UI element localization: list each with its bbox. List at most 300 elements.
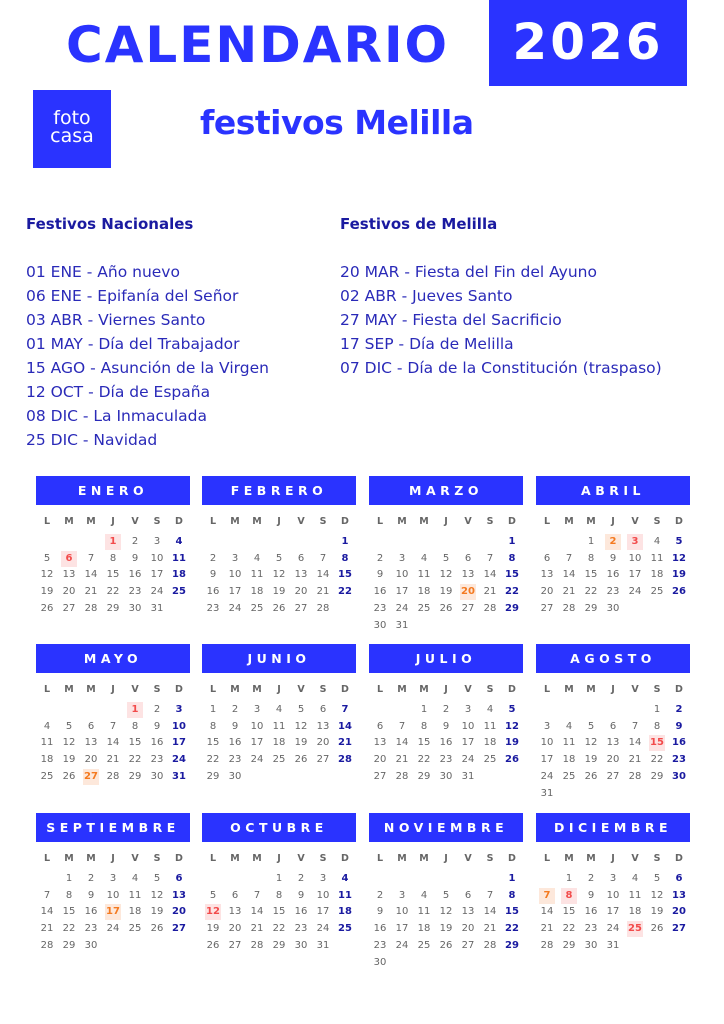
month-days-grid	[369, 682, 523, 786]
day-cell: 8	[420, 720, 428, 732]
day-cell: 29	[584, 602, 598, 614]
day-cell: 9	[209, 569, 217, 581]
holiday-item: 06 ENE - Epifanía del Señor	[26, 287, 239, 305]
empty-cell	[536, 702, 558, 719]
holiday-item: 15 AGO - Asunción de la Virgen	[26, 359, 269, 377]
month-days-grid	[536, 514, 690, 618]
day-cell: 11	[272, 720, 286, 732]
day-cell: 29	[106, 602, 120, 614]
day-cell: 3	[253, 703, 261, 715]
sunday-day: 28	[338, 754, 352, 766]
sunday-day: 15	[505, 906, 519, 918]
day-cell: 24	[461, 754, 475, 766]
local-holiday-day: 2	[602, 534, 624, 551]
day-cell: 9	[376, 569, 384, 581]
day-cell: 2	[587, 872, 595, 884]
day-cell: 26	[62, 770, 76, 782]
month-header: MAYO	[36, 644, 190, 673]
day-cell: 12	[150, 889, 164, 901]
day-cell: 13	[294, 569, 308, 581]
weekday-label: M	[564, 516, 574, 527]
day-cell: 25	[272, 754, 286, 766]
day-cell: 14	[628, 737, 642, 749]
day-cell: 14	[483, 569, 497, 581]
day-cell: 18	[417, 923, 431, 935]
empty-cell	[224, 871, 246, 888]
weekday-label: S	[153, 684, 161, 695]
weekday-label: J	[111, 684, 115, 695]
sunday-day: 22	[505, 586, 519, 598]
day-cell: 5	[653, 872, 661, 884]
day-cell: 1	[420, 703, 428, 715]
day-cell: 13	[606, 737, 620, 749]
day-cell: 9	[153, 720, 161, 732]
day-cell: 4	[653, 535, 661, 547]
month-agosto	[536, 644, 690, 803]
weekday-label: M	[64, 516, 74, 527]
sunday-day: 4	[175, 535, 183, 547]
sunday-day: 16	[672, 737, 686, 749]
weekday-label: D	[508, 853, 516, 864]
sunday-day: 10	[172, 720, 186, 732]
day-cell: 4	[420, 889, 428, 901]
empty-cell	[102, 702, 124, 719]
day-cell: 24	[316, 923, 330, 935]
day-cell: 7	[631, 720, 639, 732]
month-noviembre	[369, 813, 523, 972]
day-cell: 23	[228, 754, 242, 766]
day-cell: 5	[442, 552, 450, 564]
weekday-label: M	[397, 853, 407, 864]
day-cell: 25	[128, 923, 142, 935]
month-junio	[202, 644, 356, 786]
month-days-grid	[369, 514, 523, 635]
weekday-label: M	[586, 516, 596, 527]
day-cell: 30	[150, 770, 164, 782]
weekday-label: S	[319, 684, 327, 695]
day-cell: 13	[540, 569, 554, 581]
day-cell: 15	[62, 906, 76, 918]
day-cell: 20	[606, 754, 620, 766]
day-cell: 29	[128, 770, 142, 782]
empty-cell	[202, 871, 224, 888]
empty-cell	[624, 702, 646, 719]
day-cell: 11	[417, 569, 431, 581]
month-header: DICIEMBRE	[536, 813, 690, 842]
sunday-day: 26	[505, 754, 519, 766]
day-cell: 24	[628, 586, 642, 598]
weekday-label: M	[586, 853, 596, 864]
sunday-day: 29	[505, 602, 519, 614]
month-days-grid	[369, 851, 523, 972]
sunday-day: 19	[505, 737, 519, 749]
page-subtitle: festivos Melilla	[200, 103, 474, 142]
day-cell: 20	[461, 923, 475, 935]
day-cell: 26	[439, 939, 453, 951]
weekday-label: M	[230, 684, 240, 695]
day-cell: 14	[250, 906, 264, 918]
day-cell: 11	[483, 720, 497, 732]
day-cell: 30	[294, 939, 308, 951]
holiday-item: 03 ABR - Viernes Santo	[26, 311, 206, 329]
month-header: ABRIL	[536, 476, 690, 505]
day-cell: 3	[398, 552, 406, 564]
empty-cell	[36, 871, 58, 888]
year-label: 2026	[512, 13, 664, 71]
day-cell: 1	[275, 872, 283, 884]
day-cell: 4	[486, 703, 494, 715]
weekday-label: M	[419, 684, 429, 695]
holiday-item: 02 ABR - Jueves Santo	[340, 287, 513, 305]
day-cell: 9	[609, 552, 617, 564]
day-cell: 20	[540, 586, 554, 598]
holiday-item: 12 OCT - Día de España	[26, 383, 211, 401]
day-cell: 12	[62, 737, 76, 749]
local-holiday-day: 7	[536, 888, 558, 905]
day-cell: 6	[297, 552, 305, 564]
sunday-day: 22	[505, 923, 519, 935]
empty-cell	[457, 534, 479, 551]
day-cell: 15	[584, 569, 598, 581]
day-cell: 3	[153, 535, 161, 547]
day-cell: 10	[250, 720, 264, 732]
day-cell: 17	[250, 737, 264, 749]
day-cell: 17	[228, 586, 242, 598]
day-cell: 17	[461, 737, 475, 749]
weekday-label: M	[252, 853, 262, 864]
day-cell: 25	[483, 754, 497, 766]
sunday-day: 5	[675, 535, 683, 547]
day-cell: 9	[587, 889, 595, 901]
day-cell: 17	[395, 586, 409, 598]
day-cell: 5	[297, 703, 305, 715]
day-cell: 24	[606, 923, 620, 935]
day-cell: 11	[628, 889, 642, 901]
day-cell: 16	[373, 923, 387, 935]
national-holiday-day: 8	[558, 888, 580, 905]
empty-cell	[435, 534, 457, 551]
empty-cell	[80, 534, 102, 551]
sunday-day: 14	[338, 720, 352, 732]
day-cell: 16	[373, 586, 387, 598]
day-cell: 30	[373, 956, 387, 968]
day-cell: 28	[106, 770, 120, 782]
month-days-grid	[36, 851, 190, 955]
day-cell: 9	[231, 720, 239, 732]
weekday-label: J	[611, 684, 615, 695]
day-cell: 10	[150, 552, 164, 564]
month-header: MARZO	[369, 476, 523, 505]
sunday-day: 17	[172, 737, 186, 749]
weekday-label: D	[341, 853, 349, 864]
day-cell: 1	[209, 703, 217, 715]
day-cell: 27	[606, 770, 620, 782]
day-cell: 19	[206, 923, 220, 935]
national-holiday-day: 1	[124, 702, 146, 719]
sunday-day: 11	[338, 889, 352, 901]
day-cell: 24	[106, 923, 120, 935]
day-cell: 13	[62, 569, 76, 581]
sunday-day: 29	[505, 939, 519, 951]
day-cell: 5	[587, 720, 595, 732]
day-cell: 24	[228, 602, 242, 614]
national-holiday-day: 25	[624, 921, 646, 938]
day-cell: 17	[540, 754, 554, 766]
day-cell: 25	[417, 939, 431, 951]
holiday-item: 07 DIC - Día de la Constitución (traspaso)	[340, 359, 662, 377]
day-cell: 3	[398, 889, 406, 901]
weekday-label: D	[341, 684, 349, 695]
weekday-label: D	[175, 684, 183, 695]
day-cell: 30	[84, 939, 98, 951]
weekday-label: M	[64, 684, 74, 695]
day-cell: 5	[43, 552, 51, 564]
day-cell: 28	[40, 939, 54, 951]
day-cell: 2	[442, 703, 450, 715]
day-cell: 16	[128, 569, 142, 581]
day-cell: 27	[461, 939, 475, 951]
sunday-day: 30	[672, 770, 686, 782]
day-cell: 5	[65, 720, 73, 732]
day-cell: 23	[373, 602, 387, 614]
day-cell: 23	[84, 923, 98, 935]
day-cell: 6	[319, 703, 327, 715]
day-cell: 16	[439, 737, 453, 749]
day-cell: 24	[250, 754, 264, 766]
weekday-label: V	[297, 516, 305, 527]
day-cell: 23	[150, 754, 164, 766]
weekday-label: V	[464, 516, 472, 527]
month-header: ENERO	[36, 476, 190, 505]
day-cell: 30	[606, 602, 620, 614]
day-cell: 23	[606, 586, 620, 598]
logo-text-casa: casa	[50, 125, 94, 147]
sunday-day: 25	[172, 586, 186, 598]
sunday-day: 4	[341, 872, 349, 884]
day-cell: 4	[631, 872, 639, 884]
day-cell: 18	[628, 906, 642, 918]
month-marzo	[369, 476, 523, 635]
day-cell: 13	[373, 737, 387, 749]
day-cell: 24	[540, 770, 554, 782]
day-cell: 13	[228, 906, 242, 918]
month-diciembre	[536, 813, 690, 955]
weekday-label: L	[543, 853, 551, 864]
day-cell: 28	[628, 770, 642, 782]
day-cell: 8	[275, 889, 283, 901]
sunday-day: 15	[338, 569, 352, 581]
sunday-day: 18	[172, 569, 186, 581]
weekday-label: L	[209, 516, 217, 527]
sunday-day: 23	[672, 754, 686, 766]
day-cell: 26	[439, 602, 453, 614]
day-cell: 4	[253, 552, 261, 564]
day-cell: 8	[65, 889, 73, 901]
sunday-day: 6	[675, 872, 683, 884]
sunday-day: 13	[672, 889, 686, 901]
empty-cell	[369, 534, 391, 551]
day-cell: 12	[650, 889, 664, 901]
weekday-label: S	[653, 853, 661, 864]
day-cell: 30	[228, 770, 242, 782]
day-cell: 6	[543, 552, 551, 564]
day-cell: 24	[395, 939, 409, 951]
weekday-label: J	[444, 516, 448, 527]
day-cell: 19	[40, 586, 54, 598]
month-days-grid	[202, 851, 356, 955]
day-cell: 20	[84, 754, 98, 766]
empty-cell	[391, 702, 413, 719]
day-cell: 21	[84, 586, 98, 598]
day-cell: 3	[319, 872, 327, 884]
day-cell: 10	[395, 906, 409, 918]
day-cell: 7	[43, 889, 51, 901]
day-cell: 31	[461, 770, 475, 782]
day-cell: 14	[540, 906, 554, 918]
local-holiday-day: 17	[102, 904, 124, 921]
day-cell: 27	[228, 939, 242, 951]
weekday-label: V	[464, 853, 472, 864]
empty-cell	[36, 534, 58, 551]
day-cell: 10	[461, 720, 475, 732]
month-header: FEBRERO	[202, 476, 356, 505]
day-cell: 28	[562, 602, 576, 614]
weekday-label: J	[111, 516, 115, 527]
sunday-day: 13	[172, 889, 186, 901]
day-cell: 11	[650, 552, 664, 564]
sunday-day: 1	[341, 535, 349, 547]
sunday-day: 25	[338, 923, 352, 935]
day-cell: 5	[275, 552, 283, 564]
weekday-label: J	[444, 684, 448, 695]
local-holiday-day: 20	[457, 584, 479, 601]
day-cell: 22	[584, 586, 598, 598]
day-cell: 21	[562, 586, 576, 598]
day-cell: 26	[40, 602, 54, 614]
day-cell: 17	[150, 569, 164, 581]
day-cell: 18	[562, 754, 576, 766]
day-cell: 3	[609, 872, 617, 884]
weekday-label: M	[230, 853, 240, 864]
empty-cell	[58, 702, 80, 719]
day-cell: 8	[131, 720, 139, 732]
day-cell: 25	[562, 770, 576, 782]
holiday-item: 20 MAR - Fiesta del Fin del Ayuno	[340, 263, 597, 281]
empty-cell	[435, 871, 457, 888]
day-cell: 14	[483, 906, 497, 918]
day-cell: 11	[128, 889, 142, 901]
day-cell: 1	[65, 872, 73, 884]
sunday-day: 8	[508, 889, 516, 901]
day-cell: 28	[395, 770, 409, 782]
day-cell: 3	[464, 703, 472, 715]
month-abril	[536, 476, 690, 618]
weekday-label: M	[252, 516, 262, 527]
day-cell: 26	[150, 923, 164, 935]
day-cell: 23	[439, 754, 453, 766]
month-julio	[369, 644, 523, 786]
day-cell: 19	[150, 906, 164, 918]
day-cell: 14	[562, 569, 576, 581]
weekday-label: M	[230, 516, 240, 527]
weekday-label: D	[675, 853, 683, 864]
month-header: AGOSTO	[536, 644, 690, 673]
weekday-label: S	[486, 684, 494, 695]
sunday-day: 5	[508, 703, 516, 715]
weekday-label: M	[419, 516, 429, 527]
day-cell: 30	[128, 602, 142, 614]
day-cell: 15	[272, 906, 286, 918]
national-holidays-list	[26, 212, 269, 452]
sunday-day: 27	[672, 923, 686, 935]
weekday-label: M	[64, 853, 74, 864]
day-cell: 16	[150, 737, 164, 749]
day-cell: 23	[373, 939, 387, 951]
day-cell: 12	[294, 720, 308, 732]
empty-cell	[58, 534, 80, 551]
day-cell: 19	[294, 737, 308, 749]
day-cell: 3	[543, 720, 551, 732]
weekday-label: L	[209, 684, 217, 695]
weekday-label: L	[376, 684, 384, 695]
day-cell: 18	[650, 569, 664, 581]
weekday-label: S	[319, 853, 327, 864]
day-cell: 12	[40, 569, 54, 581]
empty-cell	[413, 871, 435, 888]
empty-cell	[457, 871, 479, 888]
day-cell: 14	[40, 906, 54, 918]
weekday-label: L	[543, 516, 551, 527]
day-cell: 28	[84, 602, 98, 614]
empty-cell	[246, 871, 268, 888]
day-cell: 9	[87, 889, 95, 901]
day-cell: 22	[650, 754, 664, 766]
weekday-label: M	[564, 853, 574, 864]
day-cell: 15	[417, 737, 431, 749]
day-cell: 2	[376, 552, 384, 564]
weekday-label: S	[486, 516, 494, 527]
day-cell: 21	[483, 586, 497, 598]
weekday-label: M	[397, 516, 407, 527]
day-cell: 27	[461, 602, 475, 614]
weekday-label: S	[653, 516, 661, 527]
day-cell: 6	[87, 720, 95, 732]
day-cell: 21	[250, 923, 264, 935]
sunday-day: 11	[172, 552, 186, 564]
day-cell: 4	[420, 552, 428, 564]
day-cell: 1	[587, 535, 595, 547]
day-cell: 20	[62, 586, 76, 598]
day-cell: 2	[376, 889, 384, 901]
day-cell: 7	[565, 552, 573, 564]
empty-cell	[536, 534, 558, 551]
day-cell: 24	[395, 602, 409, 614]
empty-cell	[36, 702, 58, 719]
empty-cell	[479, 871, 501, 888]
month-mayo	[36, 644, 190, 786]
local-holiday-day: 27	[80, 769, 102, 786]
month-days-grid	[536, 682, 690, 803]
empty-cell	[536, 871, 558, 888]
day-cell: 5	[209, 889, 217, 901]
day-cell: 9	[297, 889, 305, 901]
day-cell: 11	[250, 569, 264, 581]
day-cell: 17	[606, 906, 620, 918]
month-header: SEPTIEMBRE	[36, 813, 190, 842]
day-cell: 7	[486, 552, 494, 564]
sunday-day: 31	[172, 770, 186, 782]
day-cell: 28	[483, 939, 497, 951]
